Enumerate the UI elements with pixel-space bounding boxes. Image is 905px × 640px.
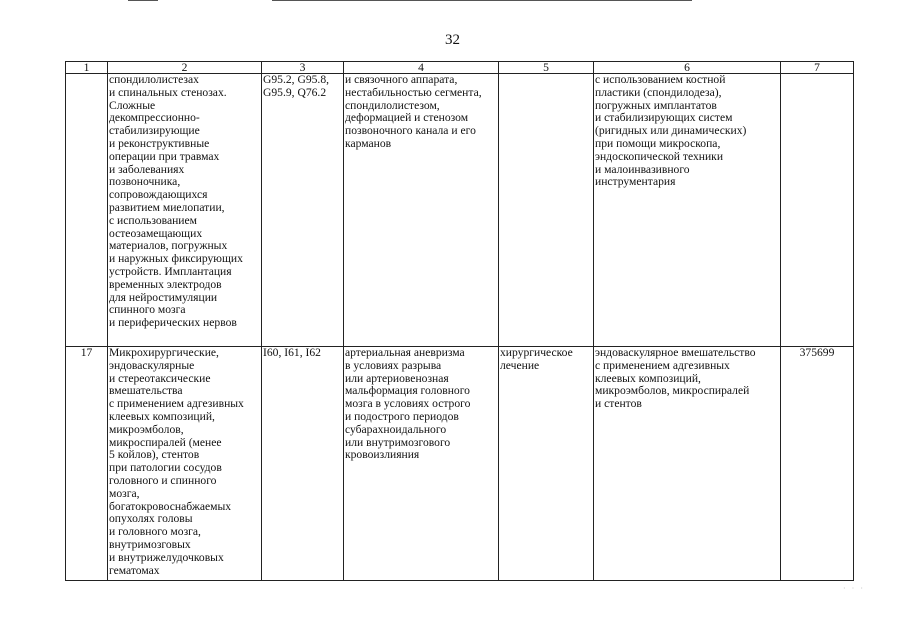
cell-text-line: для нейростимуляции (109, 291, 218, 304)
cell-text-line: с использованием костной (595, 74, 726, 86)
cell-text-line: стабилизирующие (109, 125, 200, 138)
cell-text-line: внутримозговых (109, 538, 191, 551)
cell-text-line: деформацией и стенозом (345, 112, 469, 125)
diagnosis-codes-cell (262, 74, 344, 347)
cell-text-line: G95.2, G95.8, (263, 74, 330, 86)
row-number-cell (66, 74, 108, 347)
cell-text-line: клеевых композиций, (595, 372, 701, 385)
cell-text-line: Микрохирургические, (109, 347, 219, 359)
cell-text-line: сопровождающихся (109, 189, 208, 202)
cell-text-line: вмешательства (109, 385, 183, 398)
cell-text-line: при помощи микроскопа, (595, 137, 721, 150)
cell-text-line: лечение (500, 359, 540, 372)
cell-text-line: остеозамещающих (109, 227, 203, 240)
scan-speck: · · · (843, 584, 865, 593)
cell-text-line: и связочного аппарата, (345, 74, 458, 86)
cell-text-line: микроэмболов, (109, 423, 184, 436)
cell-text-line: кровоизлияния (345, 449, 420, 462)
column-header-3: 3 (262, 62, 344, 74)
cell-text-line: спондилолистезом, (345, 99, 440, 112)
cell-text-line: и головного мозга, (109, 526, 201, 539)
cell-text-line: 5 койлов), стентов (109, 449, 200, 462)
cell-text-line: или внутримозгового (345, 436, 451, 449)
cell-text-line: инструментария (595, 176, 676, 189)
top-rule-left (128, 0, 158, 1)
cell-text-line: материалов, погружных (109, 240, 228, 253)
price-cell: 375699 (781, 347, 854, 581)
cell-text-line: микроспиралей (менее (109, 436, 222, 449)
cell-text-line: мозга, (109, 487, 140, 500)
cell-text-line: эндоваскулярные (109, 359, 195, 372)
medical-services-table (65, 61, 854, 581)
cell-text-line: декомпрессионно- (109, 112, 200, 125)
cell-text-line: с использованием (109, 214, 197, 227)
cell-text-line: устройств. Имплантация (109, 265, 232, 278)
treatment-method-cell (594, 74, 781, 347)
cell-text-line: погружных имплантатов (595, 99, 717, 112)
cell-text-line: и спинальных стенозах. (109, 86, 227, 99)
cell-text-line: в условиях разрыва (345, 359, 442, 372)
cell-text-line: артериальная аневризма (345, 347, 465, 359)
cell-text-line: операции при травмах (109, 150, 220, 163)
column-header-2: 2 (108, 62, 262, 74)
column-header-5: 5 (499, 62, 594, 74)
column-header-4: 4 (344, 62, 499, 74)
column-header-1: 1 (66, 62, 108, 74)
cell-text-line: и наружных фиксирующих (109, 253, 243, 266)
cell-text-line: и стереотаксические (109, 372, 211, 385)
service-name-cell (108, 347, 262, 581)
patient-model-cell (344, 74, 499, 347)
column-header-7: 7 (781, 62, 854, 74)
cell-text-line: позвоночника, (109, 176, 181, 189)
treatment-method-cell (594, 347, 781, 581)
cell-text-line: и периферических нервов (109, 317, 237, 330)
cell-text-line: позвоночного канала и его (345, 125, 476, 138)
cell-text-line: головного и спинного (109, 474, 217, 487)
cell-text-line: эндоскопической техники (595, 150, 724, 163)
cell-text-line: пластики (спондилодеза), (595, 86, 722, 99)
cell-text-line: и внутрижелудочковых (109, 551, 224, 564)
cell-text-line: и реконструктивные (109, 137, 210, 150)
treatment-type-cell (499, 74, 594, 347)
column-header-6: 6 (594, 62, 781, 74)
cell-text-line: клеевых композиций, (109, 410, 215, 423)
table-row (66, 347, 854, 581)
cell-text-line: с применением адгезивных (595, 359, 730, 372)
cell-text-line: мальформация головного (345, 385, 470, 398)
cell-text-line: эндоваскулярное вмешательство (595, 347, 756, 359)
cell-text-line: субарахноидального (345, 423, 447, 436)
cell-text-line: при патологии сосудов (109, 462, 222, 475)
cell-text-line: спинного мозга (109, 304, 186, 317)
diagnosis-codes-cell (262, 347, 344, 581)
column-number-row (66, 62, 854, 74)
cell-text-line: опухолях головы (109, 513, 193, 526)
cell-text-line: и малоинвазивного (595, 163, 690, 176)
treatment-type-cell (499, 347, 594, 581)
cell-text-line: нестабильностью сегмента, (345, 86, 482, 99)
cell-text-line: и стентов (595, 398, 642, 411)
cell-text-line: и стабилизирующих систем (595, 112, 733, 125)
cell-text-line: хирургическое (500, 347, 573, 359)
price-cell (781, 74, 854, 347)
cell-text-line: Сложные (109, 99, 156, 112)
cell-text-line: богатокровоснабжаемых (109, 500, 232, 513)
cell-text-line: (ригидных или динамических) (595, 125, 747, 138)
cell-text-line: мозга в условиях острого (345, 398, 471, 411)
cell-text-line: спондилолистезах (109, 74, 199, 86)
cell-text-line: развитием миелопатии, (109, 201, 225, 214)
cell-text-line: микроэмболов, микроспиралей (595, 385, 750, 398)
cell-text-line: временных электродов (109, 278, 222, 291)
cell-text-line: и заболеваниях (109, 163, 185, 176)
cell-text-line: I60, I61, I62 (263, 347, 321, 359)
cell-text-line: G95.9, Q76.2 (263, 86, 327, 99)
cell-text-line: гематомах (109, 564, 160, 577)
row-number-cell: 17 (66, 347, 108, 581)
cell-text-line: и подострого периодов (345, 410, 459, 423)
cell-text-line: с применением адгезивных (109, 398, 244, 411)
cell-text-line: или артериовенозная (345, 372, 449, 385)
patient-model-cell (344, 347, 499, 581)
table-row (66, 74, 854, 347)
cell-text-line: карманов (345, 137, 392, 150)
top-rule-right (272, 0, 692, 1)
page-number: 32 (445, 32, 460, 48)
service-name-cell (108, 74, 262, 347)
